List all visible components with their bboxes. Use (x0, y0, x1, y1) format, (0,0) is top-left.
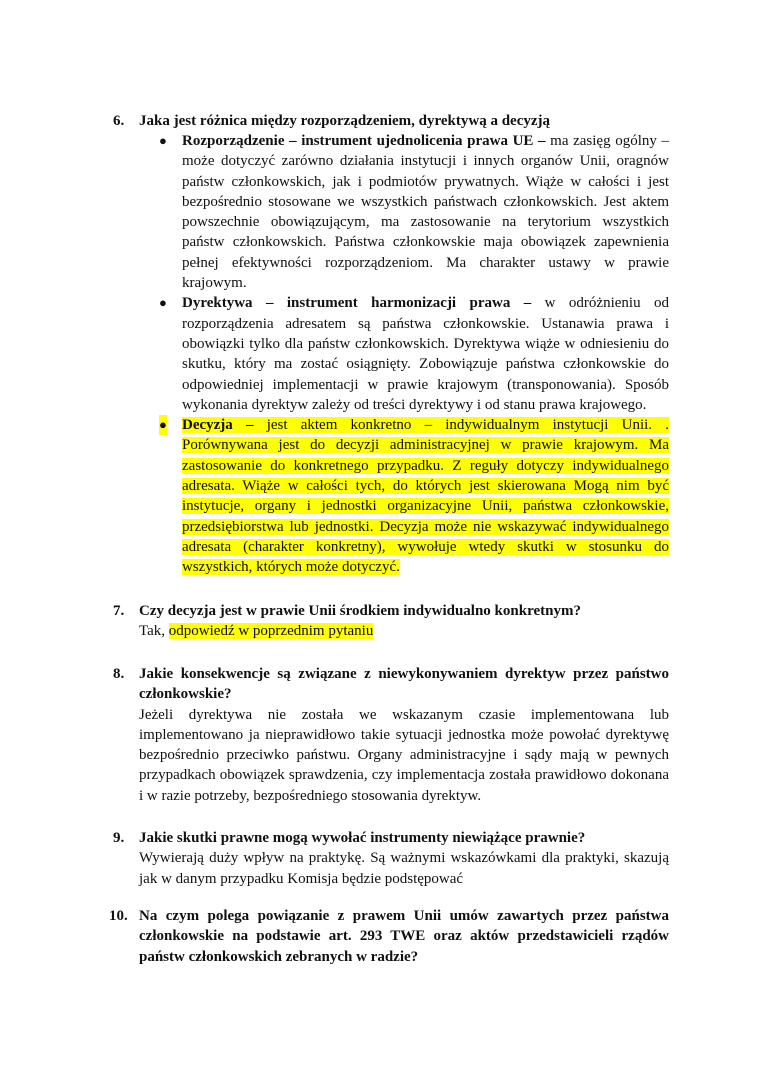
answer-highlight: odpowiedź w poprzednim pytaniu (168, 623, 374, 640)
list-item (157, 131, 669, 293)
question-title: Czy decyzja jest w prawie Unii środkiem indywidualno konkretnym? (139, 603, 581, 619)
term: Dyrektywa – instrument harmonizacji prawa – (182, 295, 532, 312)
q6-bullet-list (157, 131, 669, 578)
definition: ma zasięg ogólny – może dotyczyć zarówno działania instytucji i innych organów Unii, oragnów państw członkowskich, jak i podmiotów prywatnych. Wiąże w całości i jest bezpośrednio stosowane we wszystkich państwach członkowskich. Jest aktem powszechnie obowiązującym, ma zastosowanie na terytorium wszystkich państw członkowskich. Państwa członkowskie maja obowiązek zapewnienia pełnej efektywności rozporządzeniom. Ma charakter ustawy w prawie krajowym. (182, 133, 669, 292)
question-number: 9. (113, 830, 125, 846)
question-number: 6. (113, 113, 125, 129)
question-title: Na czym polega powiązanie z prawem Unii umów zawartych przez państwa członkowskie na podstawie art. 293 TWE oraz aktów przedstawicieli rządów państw członkowskich zebranych w radzie? (139, 908, 669, 965)
question-10 (109, 906, 669, 967)
question-number: 8. (113, 666, 125, 682)
answer: Wywierają duży wpływ na praktykę. Są ważnymi wskazówkami dla praktyki, skazują jak w danym przypadku Komisja będzie podstępować (139, 850, 669, 887)
list-item (157, 293, 669, 415)
term: Rozporządzenie – instrument ujednolicenia prawa UE – (182, 133, 546, 149)
definition: w odróżnieniu od rozporządzenia adresatem są państwa członkowskie. Ustanawia prawa i obowiązki tylko dla państw członkowskich. Dyrektywa wiąże w odniesieniu do skutku, który ma zostać osiągnięty. Zobowiązuje państwa członkowskie do odpowiedniej implementacji w prawie krajowym (transponowania). Sposób wykonania dyrektyw zależy od treści dyrektywy i od stanu prawa krajowego. (182, 295, 669, 413)
question-number: 10. (109, 908, 128, 924)
term: Decyzja – (182, 417, 254, 434)
definition: jest aktem konkretno – indywidualnym instytucji Unii. . Porównywana jest do decyzji administracyjnej w prawie krajowym. Ma zastosowanie do konkretnego przypadku. Z reguły dotyczy indywidualnego adresata. Wiąże w całości tych, do których jest skierowana Mogą nim być instytucje, organy i jednostki organizacyjne Unii, państwa członkowskie, przedsiębiorstwa lub jednostki. Decyzja może nie wskazywać indywidualnego adresata (charakter konkretny), wywołuje wtedy skutki w stosunku do wszystkich, których może dotyczyć. (182, 417, 669, 576)
question-9 (113, 828, 669, 889)
answer: Jeżeli dyrektywa nie została we wskazanym czasie implementowana lub implementowano ja nieprawidłowo takie sytuacji jednostka może powołać dyrektywę bezpośrednio przeciwko państwu. Organy administracyjne i sądy mają w pewnych przypadkach obowiązek sprawdzenia, czy implementacja została prawidłowo dokonana i w razie potrzeby, bezpośredniego stosowania dyrektyw. (139, 706, 669, 804)
question-title: Jakie skutki prawne mogą wywołać instrumenty niewiążące prawnie? (139, 830, 586, 846)
question-8 (113, 664, 669, 806)
question-6 (113, 111, 668, 131)
bullet-icon: ● (159, 295, 167, 311)
question-title: Jakie konsekwencje są związane z niewykonywaniem dyrektyw przez państwo członkowskie? (139, 666, 669, 703)
question-title: Jaka jest różnica między rozporządzeniem, dyrektywą a decyzją (139, 113, 551, 129)
bullet-icon: ● (159, 415, 167, 435)
bullet-icon: ● (159, 133, 167, 148)
question-number: 7. (113, 603, 125, 619)
question-7 (113, 601, 668, 642)
list-item-highlighted (157, 415, 669, 577)
answer: Tak, odpowiedź w poprzednim pytaniu (139, 623, 374, 640)
